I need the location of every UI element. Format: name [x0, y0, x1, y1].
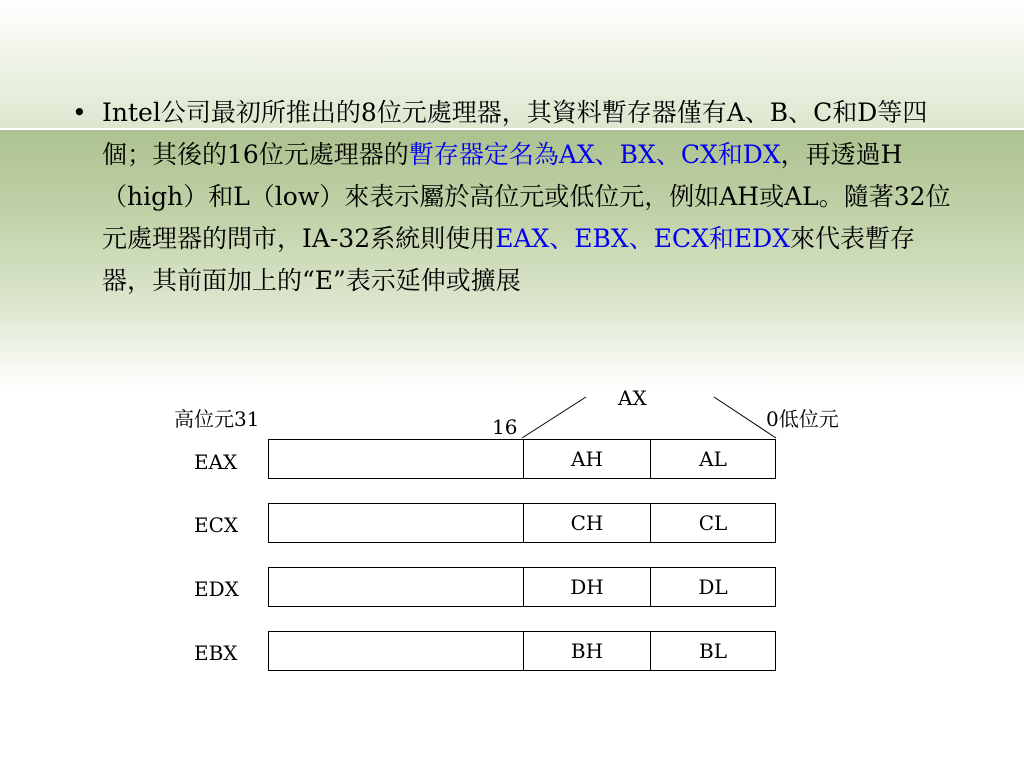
register-low-byte: AL	[699, 447, 727, 471]
register-high-byte: BH	[524, 632, 651, 670]
register-high-word	[269, 440, 524, 478]
register-low-byte: BL	[699, 639, 727, 663]
register-high-byte: DH	[524, 568, 651, 606]
ax-label: AX	[618, 386, 647, 410]
ax-bracket-left-line	[522, 397, 586, 438]
register-high-byte: AH	[524, 440, 651, 478]
register-box-edx	[268, 567, 776, 607]
register-high-word	[269, 504, 524, 542]
register-low-byte: DL	[698, 575, 728, 599]
register-box-eax	[268, 439, 776, 479]
bit16-label: 16	[492, 415, 518, 439]
paragraph-text-3: 來代表暫存器，其前面加上的“E”表示延伸或擴展	[102, 224, 916, 295]
register-high-word	[269, 568, 524, 606]
register-name: ECX	[194, 513, 239, 537]
register-name: EBX	[194, 641, 238, 665]
register-name: EDX	[194, 577, 239, 601]
highlight-text-2: EAX、EBX、ECX和EDX	[495, 224, 790, 253]
register-box-ebx	[268, 631, 776, 671]
register-low-byte: CL	[698, 511, 728, 535]
register-box-ecx	[268, 503, 776, 543]
bullet-marker: •	[72, 98, 87, 127]
low-bit-label: 0低位元	[766, 407, 839, 431]
register-name: EAX	[194, 450, 238, 474]
register-high-word	[269, 632, 524, 670]
paragraph-text-1: Intel公司最初所推出的8位元處理器，其資料暫存器僅有A、B、C和D等四個；其後的16位元處理器的	[102, 98, 928, 169]
register-high-byte: CH	[524, 504, 651, 542]
highlight-text-1: 暫存器定名為AX、BX、CX和DX	[408, 140, 781, 169]
high-bit-label: 高位元31	[174, 407, 260, 431]
paragraph-text-2: ，再透過H（high）和L（low）來表示屬於高位元或低位元，例如AH或AL。隨著32位元處理器的問市，IA-32系統則使用	[102, 140, 951, 253]
